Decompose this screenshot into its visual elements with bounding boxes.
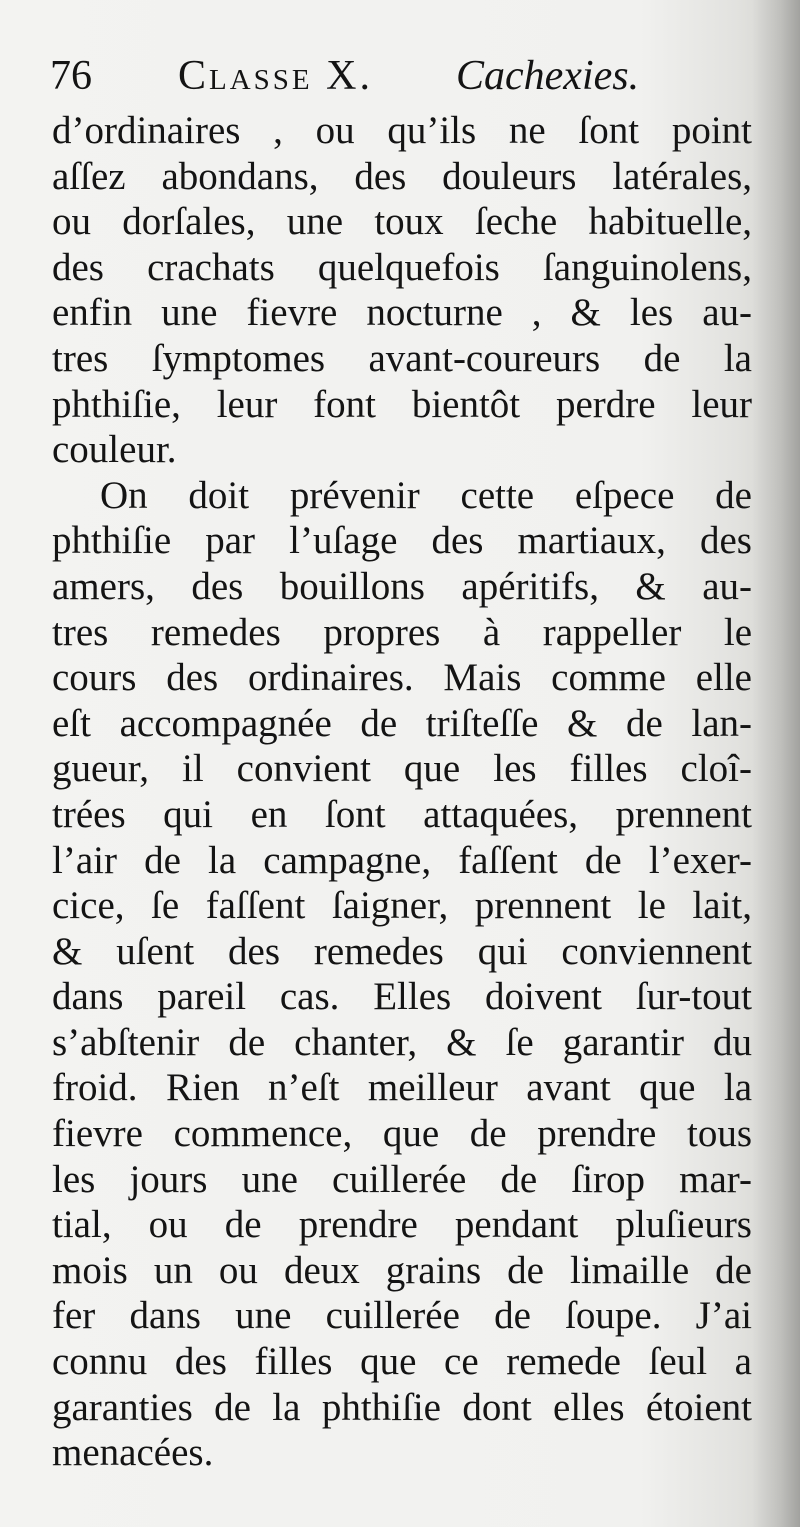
text-line: garanties de la phthiſie dont elles étoient bbox=[52, 1385, 752, 1429]
running-head: Cachexies. bbox=[456, 53, 640, 99]
text-line: phthiſie, leur font bientôt perdre leur bbox=[52, 382, 752, 426]
text-line: s’abſtenir de chanter, & ſe garantir du bbox=[52, 1020, 752, 1064]
text-line: dans pareil cas. Elles doivent ſur-tout bbox=[52, 975, 752, 1019]
text-line: fievre commence, que de prendre tous bbox=[52, 1112, 752, 1156]
text-line: des crachats quelquefois ſanguinolens, bbox=[52, 245, 752, 289]
text-line: tres ſymptomes avant-coureurs de la bbox=[52, 336, 752, 380]
page-header bbox=[50, 48, 750, 104]
paragraph bbox=[52, 473, 752, 1476]
text-line: froid. Rien n’eſt meilleur avant que la bbox=[52, 1066, 752, 1110]
text-line: amers, des bouillons apéritifs, & au- bbox=[52, 564, 752, 608]
text-line: connu des filles que ce remede ſeul a bbox=[52, 1340, 752, 1384]
body-text bbox=[52, 108, 752, 1476]
text-line: & uſent des remedes qui conviennent bbox=[52, 929, 752, 973]
paragraph bbox=[52, 108, 752, 473]
text-line: ou dorſales, une toux ſeche habituelle, bbox=[52, 200, 752, 244]
text-line: trées qui en ſont attaquées, prennent bbox=[52, 792, 752, 836]
text-line: phthiſie par l’uſage des martiaux, des bbox=[52, 519, 752, 563]
spine-shadow bbox=[752, 0, 800, 1527]
text-line: l’air de la campagne, faſſent de l’exer- bbox=[52, 838, 752, 882]
text-line: cice, ſe faſſent ſaigner, prennent le lait, bbox=[52, 884, 752, 928]
page-number: 76 bbox=[50, 53, 92, 99]
text-line: tial, ou de prendre pendant pluſieurs bbox=[52, 1203, 752, 1247]
text-line: couleur. bbox=[52, 428, 177, 472]
class-title: Classe X. bbox=[178, 53, 373, 99]
text-line: tres remedes propres à rappeller le bbox=[52, 610, 752, 654]
text-line: menacées. bbox=[52, 1431, 214, 1475]
text-line: eſt accompagnée de triſteſſe & de lan- bbox=[52, 701, 752, 745]
text-line: mois un ou deux grains de limaille de bbox=[52, 1248, 752, 1292]
text-line: les jours une cuillerée de ſirop mar- bbox=[52, 1157, 752, 1201]
text-line: aſſez abondans, des douleurs latérales, bbox=[52, 154, 752, 198]
text-line: gueur, il convient que les filles cloî- bbox=[52, 747, 752, 791]
text-line: On doit prévenir cette eſpece de bbox=[100, 473, 752, 517]
text-line: cours des ordinaires. Mais comme elle bbox=[52, 656, 752, 700]
text-line: fer dans une cuillerée de ſoupe. J’ai bbox=[52, 1294, 752, 1338]
text-line: d’ordinaires , ou qu’ils ne ſont point bbox=[52, 109, 752, 152]
text-line: enfin une fievre nocturne , & les au- bbox=[52, 291, 752, 335]
